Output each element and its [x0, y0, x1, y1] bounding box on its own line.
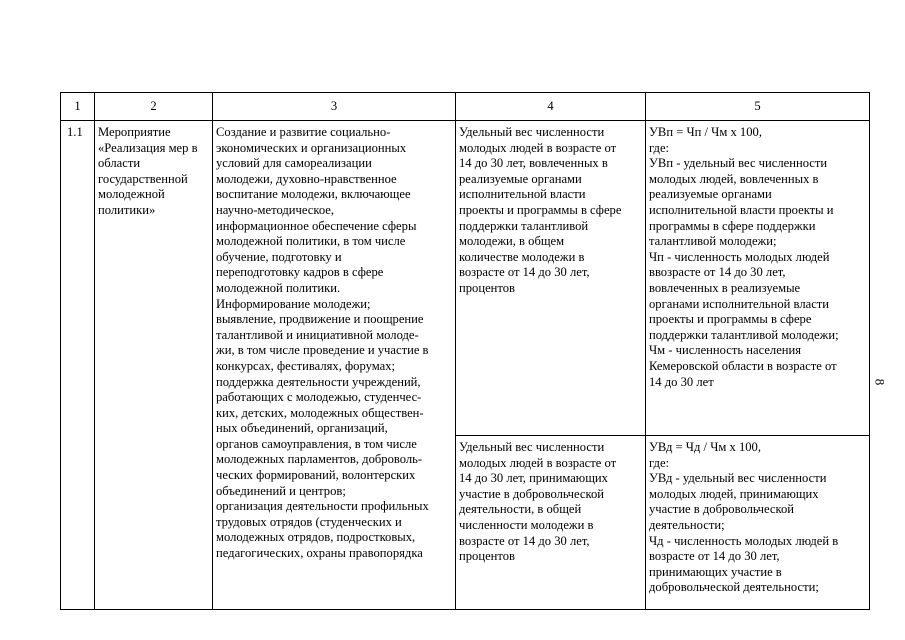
indicator-formula: УВп = Чп / Чм х 100, где: УВп - удельный вес численности молодых людей, вовлеченных в реализуемые органами исполнительной власти проекты и программы в сфере поддержки талантливой молодежи; Чп - численность молодых людей ввозрасте от 14 до 30 лет, вовлеченных в реализуемые органами исполнительной власти проекты и программы в сфере поддержки талантливой молодежи; Чм - численность населения Кемеровской области в возрасте от 14 до 30 лет [646, 121, 870, 436]
indicator-formula: УВд = Чд / Чм х 100, где: УВд - удельный вес численности молодых людей, принимающих участие в добровольческой деятельности; Чд - численность молодых людей в возрасте от 14 до 30 лет, принимающих участие в добровольческой деятельности; [646, 436, 870, 610]
column-header-1: 1 [61, 93, 95, 121]
indicator-name: Удельный вес численности молодых людей в возрасте от 14 до 30 лет, принимающих участие в добровольческой деятельности, в общей численности молодежи в возрасте от 14 до 30 лет, процентов [456, 436, 646, 610]
event-name: Мероприятие «Реализация мер в области государственной молодежной политики» [95, 121, 213, 610]
indicators-table [60, 92, 870, 610]
header-row [61, 93, 870, 121]
column-header-5: 5 [646, 93, 870, 121]
row-number: 1.1 [61, 121, 95, 610]
table-header [61, 93, 870, 121]
column-header-2: 2 [95, 93, 213, 121]
page-number: 8 [872, 378, 888, 386]
column-header-3: 3 [213, 93, 456, 121]
table-row [61, 121, 870, 436]
table-body [61, 121, 870, 610]
column-header-4: 4 [456, 93, 646, 121]
indicator-name: Удельный вес численности молодых людей в возрасте от 14 до 30 лет, вовлеченных в реализуемые органами исполнительной власти проекты и программы в сфере поддержки талантливой молодежи, в общем количестве молодежи в возрасте от 14 до 30 лет, процентов [456, 121, 646, 436]
event-description: Создание и развитие социально- экономических и организационных условий для самореализации молодежи, духовно-нравственное воспитание молодежи, включающее научно-методическое, информационное обеспечение сферы молодежной политики, в том числе обучение, подготовку и переподготовку кадров в сфере молодежной политики. Информирование молодежи; выявление, продвижение и поощрение талантливой и инициативной молоде- жи, в том числе проведение и участие в конкурсах, фестивалях, форумах; поддержка деятельности учреждений, работающих с молодежью, студенчес- ких, детских, молодежных обществен- ных объединений, организаций, органов самоуправления, в том числе молодежных парламентов, доброволь- ческих формирований, волонтерских объединений и центров; организация деятельности профильных трудовых отрядов (студенческих и молодежных отрядов, подростковых, педагогических, охраны правопорядка [213, 121, 456, 610]
